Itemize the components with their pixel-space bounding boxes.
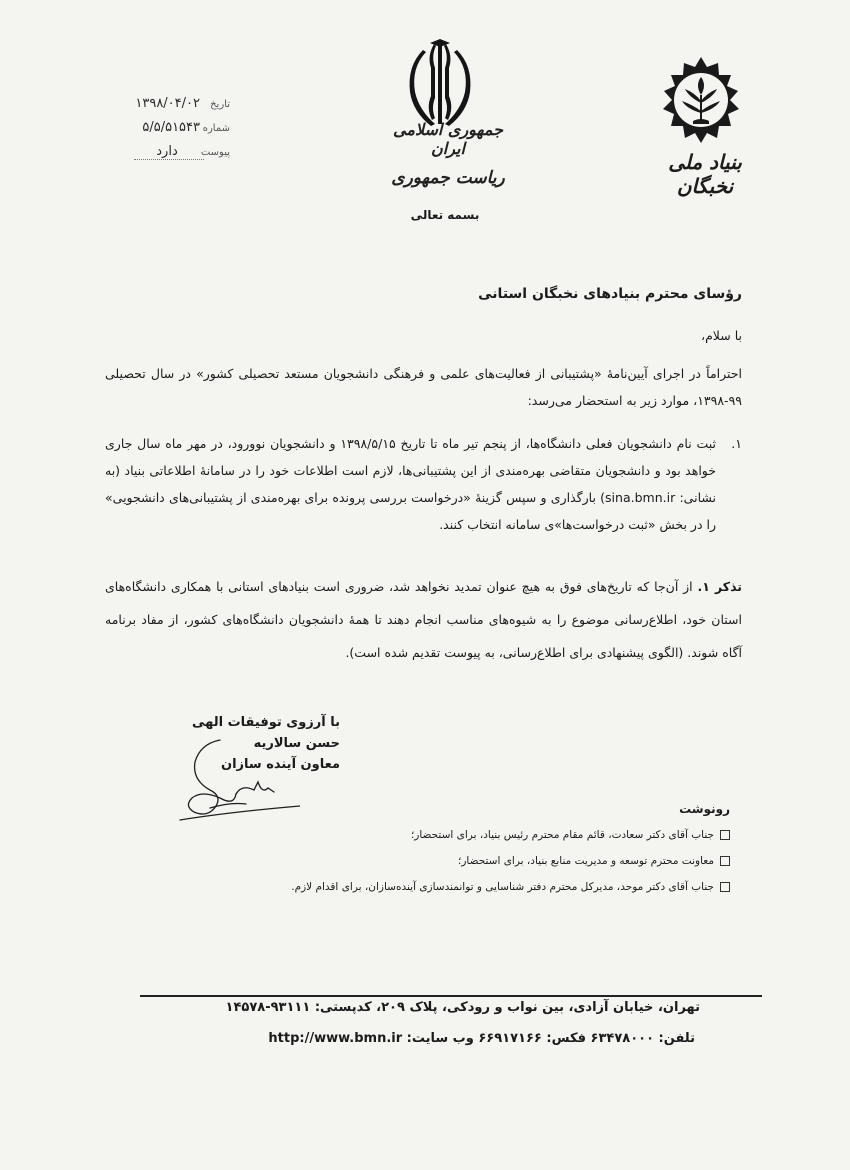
cc-title: رونوشت xyxy=(679,802,730,816)
footer-contact: تلفن: ۶۳۴۷۸۰۰۰ فکس: ۶۶۹۱۷۱۶۶ وب سایت: http://www.bmn.ir xyxy=(268,1031,695,1046)
note-text: از آن‌جا که تاریخ‌های فوق به هیچ عنوان تمدید نخواهد شد، ضروری است بنیادهای استانی با همکاری دانشگاه‌های استان خود، اطلاع‌رسانی موضوع را به شیوه‌های مناسب انجام دهند تا همهٔ دانشجویان دانشگاه‌های کشور، از مفاد برنامه آگاه شوند. (الگوی پیشنهادی برای اطلاع‌رسانی، به پیوست تقدیم شده است). xyxy=(105,579,742,660)
cc-item-text: جناب آقای دکتر موحد، مدیرکل محترم دفتر شناسایی و توانمندسازی آینده‌سازان، برای اقدام لازم. xyxy=(291,881,714,893)
organization-name: بنیاد ملی نخبگان xyxy=(668,150,742,198)
item-1-paragraph xyxy=(105,430,742,538)
iran-emblem-icon xyxy=(405,38,475,130)
government-title xyxy=(378,120,518,188)
note-label: تذکر ۱. xyxy=(697,579,742,594)
letter-meta xyxy=(110,96,230,168)
cc-item-text: معاونت محترم توسعه و مدیریت منابع بنیاد، برای استحضار؛ xyxy=(457,855,714,867)
item-1-text: ثبت نام دانشجویان فعلی دانشگاه‌ها، از پنجم تیر ماه تا تاریخ ۱۳۹۸/۵/۱۵ و دانشجویان نوورود، در مهر ماه سال جاری خواهد بود و دانشجویان متقاضی بهره‌مندی از این پشتیبانی‌ها، لازم است اطلاعات خود را در سامانهٔ اطلاعاتی بنیاد (به نشانی: sina.bmn.ir) بارگذاری و سپس گزینهٔ «درخواست بررسی پرونده برای بهره‌مندی از پشتیبانی‌های دانشجویی» را در بخش «ثبت درخواست‌ها»ی سامانه انتخاب کنند. xyxy=(105,436,717,532)
intro-paragraph: احتراماً در اجرای آیین‌نامهٔ «پشتیبانی از فعالیت‌های علمی و فرهنگی دانشجویان مستعد تحصیلی کشور» در سال تحصیلی ۹۹-۱۳۹۸، موارد زیر به استحضار می‌رسد: xyxy=(105,366,742,408)
number-value: ۵/۵/۵۱۵۴۳ xyxy=(142,120,200,135)
signer-title: معاون آینده سازان xyxy=(220,757,340,772)
date-value: ۱۳۹۸/۰۴/۰۲ xyxy=(135,96,200,111)
signature-block xyxy=(150,712,340,812)
gov-line-presidency: ریاست جمهوری xyxy=(391,168,505,188)
basmala: بسمه تعالی xyxy=(410,208,480,222)
attachment-label: پیوست xyxy=(200,147,230,158)
signer-name: حسن سالاریه xyxy=(253,736,340,751)
number-row xyxy=(110,120,230,144)
cc-list xyxy=(230,822,730,900)
date-row xyxy=(110,96,230,120)
footer-divider xyxy=(140,995,762,997)
cc-item xyxy=(230,822,730,848)
checkbox-icon xyxy=(720,830,730,840)
number-label: شماره xyxy=(202,123,230,134)
checkbox-icon xyxy=(720,856,730,866)
closing-line: با آرزوی توفیقات الهی xyxy=(192,715,340,730)
attachment-value: دارد xyxy=(134,144,204,160)
elites-foundation-logo-icon xyxy=(655,55,747,147)
cc-item xyxy=(230,848,730,874)
footer-address: تهران، خیابان آزادی، بین نواب و رودکی، پلاک ۲۰۹، کدپستی: ۹۳۱۱۱-۱۴۵۷۸ xyxy=(225,1000,700,1015)
greeting: با سلام، xyxy=(701,328,742,343)
checkbox-icon xyxy=(720,882,730,892)
attachment-row xyxy=(110,144,230,168)
date-label: تاریخ xyxy=(210,99,230,110)
gov-line-republic: جمهوری اسلامی ایران xyxy=(393,120,503,158)
item-1-number: ۱. xyxy=(731,436,742,451)
cc-item-text: جناب آقای دکتر سعادت، قائم مقام محترم رئیس بنیاد، برای استحضار؛ xyxy=(410,829,714,841)
recipient: رؤسای محترم بنیادهای نخبگان استانی xyxy=(478,286,742,302)
cc-item xyxy=(230,874,730,900)
note-paragraph xyxy=(105,570,742,669)
